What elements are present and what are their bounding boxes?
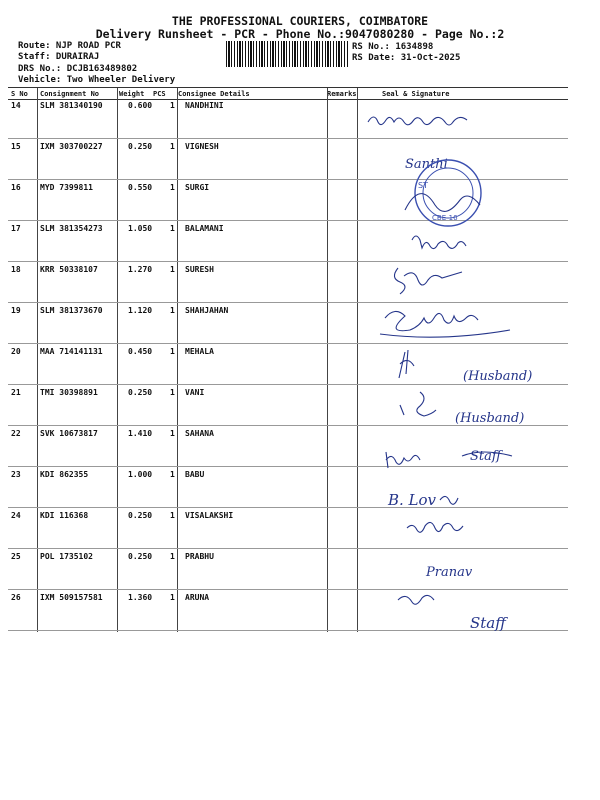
col-consignment: Consignment No <box>40 90 100 98</box>
signature-b-lov: B. Lov <box>388 491 437 509</box>
row-pcs: 1 <box>170 429 175 438</box>
row-consignee: SHAHJAHAN <box>185 306 229 315</box>
note-husband-21: (Husband) <box>455 411 525 426</box>
note-husband-20: (Husband) <box>463 369 533 384</box>
note-staff-22: Staff <box>470 449 502 464</box>
row-pcs: 1 <box>170 142 175 151</box>
row-consignee: NANDHINI <box>185 101 224 110</box>
row-consignment-no: TMI 30398891 <box>40 388 98 397</box>
row-sno: 19 <box>11 306 21 315</box>
col-consignee: Consignee Details <box>178 90 250 98</box>
route-label: Route: NJP ROAD PCR <box>18 41 121 51</box>
runsheet-subtitle: Delivery Runsheet - PCR - Phone No.:9047080280 - Page No.:2 <box>95 27 505 41</box>
svg-text:CBE-16: CBE-16 <box>432 214 458 222</box>
rs-number: RS No.: 1634898 <box>352 42 434 52</box>
signature-24 <box>407 522 463 532</box>
row-weight: 1.360 <box>128 593 153 602</box>
row-sno: 24 <box>11 511 21 520</box>
row-consignee: SAHANA <box>185 429 214 438</box>
signature-21 <box>400 392 436 416</box>
note-staff-26: Staff <box>470 614 506 632</box>
row-pcs: 1 <box>170 593 175 602</box>
row-weight: 1.270 <box>128 265 153 274</box>
row-sno: 18 <box>11 265 21 274</box>
row-consignment-no: SLM 381373670 <box>40 306 103 315</box>
row-consignee: BABU <box>185 470 205 479</box>
row-pcs: 1 <box>170 265 175 274</box>
row-weight: 1.410 <box>128 429 153 438</box>
row-pcs: 1 <box>170 101 175 110</box>
signature-santhi: Santhi <box>405 157 448 172</box>
row-consignment-no: SVK 10673817 <box>40 429 98 438</box>
col-pcs: PCS <box>153 90 166 98</box>
row-sno: 17 <box>11 224 21 233</box>
row-consignment-no: SLM 381354273 <box>40 224 103 233</box>
row-sno: 25 <box>11 552 21 561</box>
row-consignment-no: IXM 509157581 <box>40 593 103 602</box>
row-sno: 14 <box>11 101 21 110</box>
signature-26 <box>398 595 434 604</box>
row-consignment-no: KDI 116368 <box>40 511 89 520</box>
row-weight: 0.450 <box>128 347 153 356</box>
row-pcs: 1 <box>170 224 175 233</box>
row-weight: 0.250 <box>128 388 153 397</box>
row-consignee: SURESH <box>185 265 214 274</box>
row-consignment-no: IXM 303700227 <box>40 142 103 151</box>
row-weight: 0.600 <box>128 101 153 110</box>
col-remarks: Remarks <box>327 90 357 98</box>
row-sno: 15 <box>11 142 21 151</box>
row-pcs: 1 <box>170 306 175 315</box>
row-pcs: 1 <box>170 470 175 479</box>
row-pcs: 1 <box>170 511 175 520</box>
row-consignee: PRABHU <box>185 552 214 561</box>
row-weight: 0.250 <box>128 511 153 520</box>
rs-date: RS Date: 31-Oct-2025 <box>352 53 461 63</box>
col-seal-signature: Seal & Signature <box>382 90 450 98</box>
signature-14 <box>368 117 467 125</box>
row-sno: 21 <box>11 388 21 397</box>
row-weight: 0.550 <box>128 183 153 192</box>
row-pcs: 1 <box>170 552 175 561</box>
row-consignee: VISALAKSHI <box>185 511 234 520</box>
row-consignee: ARUNA <box>185 593 210 602</box>
vehicle-label: Vehicle: Two Wheeler Delivery <box>18 75 176 85</box>
signature-17 <box>412 236 466 249</box>
row-weight: 1.050 <box>128 224 153 233</box>
row-pcs: 1 <box>170 347 175 356</box>
row-consignment-no: MAA 714141131 <box>40 347 103 356</box>
row-consignment-no: KDI 862355 <box>40 470 89 479</box>
row-weight: 1.000 <box>128 470 153 479</box>
row-consignment-no: KRR 50338107 <box>40 265 98 274</box>
row-consignment-no: MYD 7399811 <box>40 183 93 192</box>
drs-number: DRS No.: DCJB163489802 <box>18 64 138 74</box>
signature-18 <box>394 268 462 294</box>
company-title: THE PROFESSIONAL COURIERS, COIMBATORE <box>171 14 429 28</box>
row-sno: 20 <box>11 347 21 356</box>
row-consignment-no: POL 1735102 <box>40 552 93 561</box>
row-sno: 23 <box>11 470 21 479</box>
row-consignee: BALAMANI <box>185 224 224 233</box>
row-weight: 0.250 <box>128 552 153 561</box>
row-sno: 16 <box>11 183 21 192</box>
row-sno: 26 <box>11 593 21 602</box>
row-weight: 1.120 <box>128 306 153 315</box>
row-consignee: VANI <box>185 388 205 397</box>
signature-19 <box>380 311 510 337</box>
row-pcs: 1 <box>170 183 175 192</box>
col-sno: S No <box>11 90 28 98</box>
row-sno: 22 <box>11 429 21 438</box>
row-consignee: MEHALA <box>185 347 214 356</box>
svg-text:ST: ST <box>418 181 428 190</box>
row-weight: 0.250 <box>128 142 153 151</box>
signature-20 <box>399 350 414 378</box>
staff-label: Staff: DURAIRAJ <box>18 52 100 62</box>
row-consignee: SURGI <box>185 183 210 192</box>
signature-pranav: Pranav <box>426 565 473 580</box>
row-consignee: VIGNESH <box>185 142 219 151</box>
signature-22 <box>386 452 420 468</box>
row-pcs: 1 <box>170 388 175 397</box>
col-weight: Weight <box>119 90 145 98</box>
row-consignment-no: SLM 381340190 <box>40 101 103 110</box>
